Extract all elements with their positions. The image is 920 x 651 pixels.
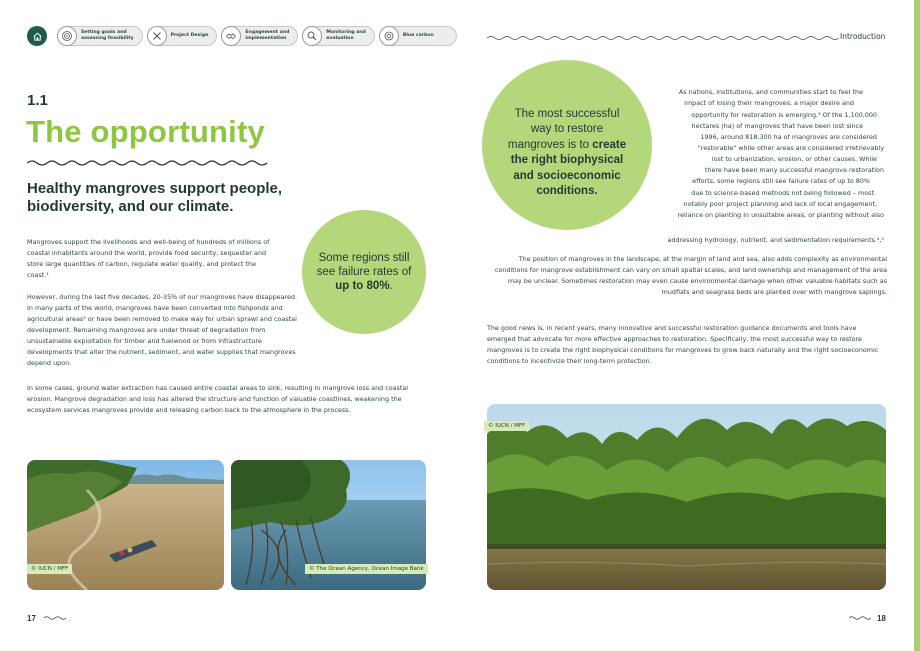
nav-item-project-design[interactable]	[147, 26, 218, 46]
wrap-line: lost to urbanization, erosion, or other causes. While	[711, 155, 877, 163]
tools-icon	[151, 30, 163, 42]
chapter-navigation	[27, 26, 457, 46]
target-icon	[61, 30, 73, 42]
carbon-icon	[383, 30, 395, 42]
title-wave-divider	[27, 158, 273, 168]
wrap-line: reliance on planting in unsuitable areas, or planting without also	[677, 211, 884, 219]
body-paragraph: The position of mangroves in the landscape, at the margin of land and sea, also adds complexity as environmental conditions for mangrove establishment can vary on small spatial scales, and land ownership and management of the area may be unclear. Sometimes restoration may even cause environmental damage when other valuable habitats such as mudflats and seagrass beds are planted over with mangrove saplings.	[494, 255, 887, 296]
nav-item-label: Blue carbon	[402, 33, 434, 39]
page-number-left: 17	[27, 614, 36, 623]
callout-highlight: create the right biophysical and socioeconomic conditions.	[510, 138, 627, 197]
page-accent-bar	[914, 0, 920, 651]
section-number: 1.1	[27, 92, 48, 109]
wrap-line: addressing hydrology, nutrient, and sedimentation requirements.⁴,⁵	[667, 236, 884, 244]
success-callout	[482, 60, 652, 230]
nav-item-blue-carbon[interactable]	[379, 26, 457, 46]
wrap-line: 1996, around 818,300 ha of mangroves are considered	[700, 133, 877, 141]
photo-credit: © The Ocean Agency, Ocean Image Bank	[305, 564, 428, 574]
callout-text: Some regions still see failure rates of	[316, 252, 412, 278]
nav-item-monitoring[interactable]	[302, 26, 375, 46]
failure-rate-callout	[302, 210, 426, 334]
photo-credit: © IUCN / MFF	[27, 564, 72, 574]
subtitle: Healthy mangroves support people, biodiversity, and our climate.	[27, 180, 283, 215]
wrap-line: hectares (ha) of mangroves that have been lost since	[691, 122, 863, 130]
header-wave-divider	[487, 34, 839, 42]
handshake-icon	[225, 30, 237, 42]
nav-item-label: Setting goals and assessing feasibility	[81, 30, 134, 41]
nav-item-label: Engagement and implementation	[245, 30, 290, 41]
body-paragraph: The good news is, in recent years, many innovative and successful restoration guidance documents and tools have emerged that advocate for more effective approaches to restoration. Specifically, the most successful way to restore mangroves is to create the right biophysical conditions for mangroves to grow back naturally and the right socioeconomic conditions to incentivize their long-term protection.	[487, 324, 879, 365]
nav-item-label: Monitoring and evaluation	[326, 30, 366, 41]
home-icon	[32, 31, 43, 42]
wrap-line: due to science-based methods not being followed – most	[691, 189, 874, 197]
section-label: Introduction	[840, 32, 886, 41]
mangrove-forest-photo	[487, 404, 886, 590]
photo-credit: © IUCN / MFF	[484, 421, 529, 431]
wrap-line: As nations, institutions, and communities start to feel the	[678, 88, 863, 96]
wrap-line: there have been many successful mangrove restoration	[704, 166, 884, 174]
body-paragraph: However, during the last five decades, 20-35% of our mangroves have disappeared. In many parts of the world, mangroves have been converted into fishponds and agricultural areas² or have been removed to make way for urban sprawl and coastal development. Remaining mangroves are under threat of degradation from unsustainable exploitation for timber and fuelwood or from infrastructure developments that alter the nutrient, sediment, and water supplies that mangroves depend upon.	[27, 293, 298, 367]
wrap-line: impact of losing their mangroves, a major desire and	[684, 99, 854, 107]
callout-text: The most successful way to restore mangroves is to	[507, 107, 620, 151]
nav-item-label: Project Design	[170, 33, 209, 39]
nav-item-goals[interactable]	[57, 26, 143, 46]
wrap-line: opportunity for restoration is emerging.³ Of the 1,100,000	[691, 111, 877, 119]
nav-item-engagement[interactable]	[221, 26, 298, 46]
footer-wave-left	[44, 615, 66, 621]
callout-end: .	[389, 280, 393, 292]
wrap-line: "restorable" while other areas are considered irretrievably	[697, 144, 884, 152]
body-paragraph: Mangroves support the livelihoods and well-being of hundreds of millions of coastal inhabitants around the world, provide food security, sequester and store large quantities of carbon, regulate water quality, and protect the coast.¹	[27, 238, 270, 279]
home-button[interactable]	[27, 26, 47, 46]
page-title: The opportunity	[26, 114, 265, 149]
wrap-line: efforts, some regions still see failure rates of up to 80%	[692, 177, 870, 185]
magnifier-icon	[306, 30, 318, 42]
wrap-line: notably poor project planning and lack of local engagement,	[683, 200, 877, 208]
body-paragraph: In some cases, ground water extraction has caused entire coastal areas to sink, resulting in mangrove loss and coastal erosion. Mangrove degradation and loss has altered the structure and function of valuable coastlines, weakening the ecosystem services mangroves provide and releasing carbon back to the atmosphere in the process.	[27, 384, 409, 414]
page-number-right: 18	[877, 614, 886, 623]
callout-highlight: up to 80%	[335, 280, 390, 292]
footer-wave-right	[849, 615, 871, 621]
